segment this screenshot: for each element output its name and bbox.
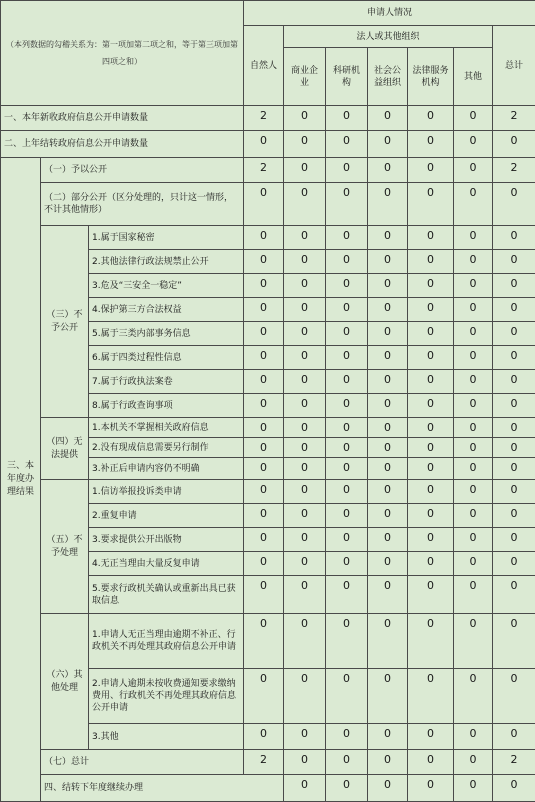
cell-value: 0 <box>408 394 454 418</box>
cell-value: 0 <box>368 724 408 750</box>
cell-value: 0 <box>244 438 284 458</box>
group-label: （四）无法提供 <box>41 418 89 480</box>
cell-value: 0 <box>493 528 535 552</box>
row-label: 1.属于国家秘密 <box>89 226 244 250</box>
cell-value: 0 <box>368 614 408 669</box>
cell-value: 0 <box>408 346 454 370</box>
cell-value: 0 <box>284 669 326 724</box>
cell-value: 0 <box>326 552 368 576</box>
cell-value: 0 <box>326 346 368 370</box>
cell-value: 0 <box>454 346 493 370</box>
cell-value: 0 <box>454 724 493 750</box>
total-header: 总计 <box>493 26 535 106</box>
cell-value: 0 <box>368 669 408 724</box>
cell-value: 2 <box>244 158 284 183</box>
cell-value: 0 <box>326 322 368 346</box>
cell-value: 0 <box>493 775 535 802</box>
row-label: 1.本机关不掌握相关政府信息 <box>89 418 244 438</box>
table-row <box>1 106 535 131</box>
table-note: （本列数据的勾稽关系为：第一项加第二项之和，等于第三项加第四项之和） <box>1 1 244 106</box>
row-label: 6.属于四类过程性信息 <box>89 346 244 370</box>
cell-value: 0 <box>244 226 284 250</box>
cell-value: 0 <box>493 226 535 250</box>
cell-value: 0 <box>454 250 493 274</box>
row-label: 1.申请人无正当理由逾期不补正、行政机关不再处理其政府信息公开申请 <box>89 614 244 669</box>
section-three-label: 三、本年度办理结果 <box>1 158 41 802</box>
cell-value: 0 <box>284 480 326 504</box>
cell-value: 0 <box>284 131 326 158</box>
cell-value: 0 <box>244 614 284 669</box>
cell-value: 0 <box>284 250 326 274</box>
row-label: 8.属于行政查询事项 <box>89 394 244 418</box>
cell-value: 0 <box>244 131 284 158</box>
cell-value: 0 <box>244 298 284 322</box>
cell-value: 0 <box>493 438 535 458</box>
cell-value: 0 <box>284 724 326 750</box>
row-label: 5.要求行政机关确认或重新出具已获取信息 <box>89 576 244 614</box>
cell-value: 0 <box>284 458 326 480</box>
cell-value: 0 <box>368 322 408 346</box>
cell-value: 0 <box>493 724 535 750</box>
cell-value: 0 <box>368 226 408 250</box>
cell-value: 0 <box>493 183 535 226</box>
cell-value: 0 <box>326 106 368 131</box>
cell-value: 0 <box>284 226 326 250</box>
cell-value: 0 <box>368 274 408 298</box>
cell-value: 0 <box>284 346 326 370</box>
row-label: 二、上年结转政府信息公开申请数量 <box>1 131 244 158</box>
cell-value: 0 <box>454 775 493 802</box>
cell-value: 0 <box>244 394 284 418</box>
cell-value: 0 <box>284 775 326 802</box>
cell-value: 0 <box>244 724 284 750</box>
cell-value: 0 <box>454 552 493 576</box>
cell-value: 0 <box>284 183 326 226</box>
cell-value: 0 <box>493 504 535 528</box>
cell-value: 0 <box>454 394 493 418</box>
row-label: 4.保护第三方合法权益 <box>89 298 244 322</box>
cell-value: 0 <box>326 724 368 750</box>
cell-value: 0 <box>493 298 535 322</box>
row-label: 2.重复申请 <box>89 504 244 528</box>
cell-value: 0 <box>284 106 326 131</box>
other-header: 其他 <box>454 48 493 106</box>
cell-value: 2 <box>244 750 284 775</box>
cell-value: 0 <box>454 480 493 504</box>
cell-value: 0 <box>326 158 368 183</box>
cell-value: 0 <box>368 158 408 183</box>
cell-value: 0 <box>493 370 535 394</box>
cell-value: 0 <box>284 322 326 346</box>
cell-value: 0 <box>326 614 368 669</box>
cell-value: 0 <box>368 370 408 394</box>
cell-value: 0 <box>368 438 408 458</box>
cell-value: 0 <box>408 480 454 504</box>
cell-value: 0 <box>493 552 535 576</box>
cell-value: 0 <box>244 504 284 528</box>
cell-value: 0 <box>454 106 493 131</box>
row-label: 3.其他 <box>89 724 244 750</box>
cell-value: 0 <box>326 370 368 394</box>
cell-value: 0 <box>454 298 493 322</box>
cell-value: 0 <box>326 669 368 724</box>
row-label: 3.要求提供公开出版物 <box>89 528 244 552</box>
table-row <box>1 775 535 802</box>
natural-person-header: 自然人 <box>244 26 284 106</box>
cell-value: 0 <box>244 418 284 438</box>
cell-value: 0 <box>493 274 535 298</box>
cell-value: 0 <box>326 458 368 480</box>
cell-value: 0 <box>326 274 368 298</box>
cell-value: 0 <box>408 724 454 750</box>
cell-value: 0 <box>493 322 535 346</box>
cell-value: 0 <box>454 458 493 480</box>
cell-value: 0 <box>368 552 408 576</box>
cell-value: 0 <box>368 775 408 802</box>
cell-value: 0 <box>368 106 408 131</box>
cell-value: 0 <box>244 552 284 576</box>
row-label: 2.申请人逾期未按收费通知要求缴纳费用、行政机关不再处理其政府信息公开申请 <box>89 669 244 724</box>
cell-value: 0 <box>368 346 408 370</box>
row-label: （二）部分公开（区分处理的，只计这一情形，不计其他情形） <box>41 183 244 226</box>
cell-value: 0 <box>408 106 454 131</box>
cell-value: 0 <box>454 274 493 298</box>
cell-value: 0 <box>326 775 368 802</box>
cell-value: 2 <box>493 750 535 775</box>
row-label: 3.补正后申请内容仍不明确 <box>89 458 244 480</box>
cell-value: 0 <box>368 183 408 226</box>
cell-value: 0 <box>326 528 368 552</box>
row-label: 2.其他法律行政法规禁止公开 <box>89 250 244 274</box>
row-label: 3.危及“三安全一稳定” <box>89 274 244 298</box>
cell-value: 0 <box>284 370 326 394</box>
cell-value: 0 <box>408 552 454 576</box>
cell-value: 0 <box>244 576 284 614</box>
cell-value: 0 <box>408 458 454 480</box>
cell-value: 0 <box>368 528 408 552</box>
cell-value: 0 <box>493 614 535 669</box>
cell-value: 0 <box>284 298 326 322</box>
cell-value: 0 <box>408 183 454 226</box>
cell-value: 0 <box>244 346 284 370</box>
cell-value: 0 <box>408 322 454 346</box>
cell-value: 0 <box>284 614 326 669</box>
cell-value: 0 <box>326 438 368 458</box>
cell-value: 0 <box>454 370 493 394</box>
cell-value: 0 <box>326 183 368 226</box>
cell-value: 0 <box>326 394 368 418</box>
cell-value: 0 <box>493 480 535 504</box>
table-row <box>1 614 535 669</box>
table-row <box>1 158 535 183</box>
legal-service-header: 法律服务机构 <box>408 48 454 106</box>
cell-value: 0 <box>244 322 284 346</box>
cell-value: 0 <box>326 418 368 438</box>
cell-value: 0 <box>408 250 454 274</box>
cell-value: 0 <box>454 158 493 183</box>
group-label: （五）不予处理 <box>41 480 89 614</box>
cell-value: 0 <box>493 250 535 274</box>
cell-value: 0 <box>244 480 284 504</box>
cell-value: 0 <box>244 370 284 394</box>
cell-value: 0 <box>493 418 535 438</box>
cell-value: 0 <box>454 438 493 458</box>
cell-value: 0 <box>244 274 284 298</box>
cell-value: 0 <box>284 528 326 552</box>
table-row <box>1 226 535 250</box>
cell-value: 0 <box>368 394 408 418</box>
social-header: 社会公益组织 <box>368 48 408 106</box>
applicant-header: 申请人情况 <box>244 1 535 26</box>
cell-value: 0 <box>408 576 454 614</box>
row-label: 7.属于行政执法案卷 <box>89 370 244 394</box>
group-label: （六）其他处理 <box>41 614 89 750</box>
cell-value: 0 <box>454 183 493 226</box>
cell-value: 0 <box>493 458 535 480</box>
cell-value: 0 <box>244 183 284 226</box>
cell-value: 0 <box>454 131 493 158</box>
row-label: 2.没有现成信息需要另行制作 <box>89 438 244 458</box>
row-label: 5.属于三类内部事务信息 <box>89 322 244 346</box>
cell-value: 0 <box>454 750 493 775</box>
cell-value: 2 <box>493 158 535 183</box>
cell-value: 0 <box>454 418 493 438</box>
cell-value: 0 <box>326 298 368 322</box>
cell-value: 0 <box>368 576 408 614</box>
cell-value: 0 <box>368 418 408 438</box>
research-header: 科研机构 <box>326 48 368 106</box>
cell-value: 0 <box>326 226 368 250</box>
cell-value: 0 <box>408 504 454 528</box>
cell-value: 0 <box>454 528 493 552</box>
cell-value: 0 <box>408 614 454 669</box>
cell-value: 0 <box>408 370 454 394</box>
cell-value: 0 <box>284 504 326 528</box>
cell-value: 0 <box>326 750 368 775</box>
row-label: 4.无正当理由大量反复申请 <box>89 552 244 576</box>
table-row <box>1 183 535 226</box>
row-label: 一、本年新收政府信息公开申请数量 <box>1 106 244 131</box>
cell-value: 0 <box>326 504 368 528</box>
cell-value: 0 <box>454 669 493 724</box>
cell-value: 0 <box>284 438 326 458</box>
cell-value: 0 <box>493 669 535 724</box>
cell-value: 0 <box>408 131 454 158</box>
cell-value: 0 <box>326 480 368 504</box>
cell-value: 0 <box>368 480 408 504</box>
cell-value: 0 <box>368 298 408 322</box>
cell-value: 0 <box>244 458 284 480</box>
cell-value: 0 <box>368 458 408 480</box>
cell-value: 0 <box>368 250 408 274</box>
cell-value: 0 <box>408 158 454 183</box>
row-label: 四、结转下年度继续办理 <box>41 775 284 802</box>
cell-value: 0 <box>408 775 454 802</box>
cell-value: 0 <box>284 750 326 775</box>
cell-value: 0 <box>408 528 454 552</box>
cell-value: 0 <box>454 322 493 346</box>
cell-value: 0 <box>244 528 284 552</box>
cell-value: 0 <box>493 394 535 418</box>
table-row <box>1 418 535 438</box>
cell-value: 0 <box>284 274 326 298</box>
row-label: （七）总计 <box>41 750 244 775</box>
cell-value: 0 <box>454 576 493 614</box>
cell-value: 0 <box>408 438 454 458</box>
cell-value: 0 <box>326 576 368 614</box>
cell-value: 0 <box>408 298 454 322</box>
cell-value: 0 <box>454 226 493 250</box>
cell-value: 0 <box>408 669 454 724</box>
cell-value: 0 <box>454 504 493 528</box>
cell-value: 0 <box>284 552 326 576</box>
table-row <box>1 131 535 158</box>
cell-value: 0 <box>408 226 454 250</box>
cell-value: 0 <box>244 250 284 274</box>
cell-value: 0 <box>408 750 454 775</box>
cell-value: 0 <box>493 576 535 614</box>
cell-value: 2 <box>493 106 535 131</box>
row-label: 1.信访举报投诉类申请 <box>89 480 244 504</box>
cell-value: 0 <box>493 131 535 158</box>
cell-value: 0 <box>368 750 408 775</box>
cell-value: 0 <box>284 576 326 614</box>
group-label: （三）不予公开 <box>41 226 89 418</box>
cell-value: 0 <box>284 158 326 183</box>
legal-group-header: 法人或其他组织 <box>284 26 493 48</box>
cell-value: 0 <box>326 250 368 274</box>
cell-value: 0 <box>493 346 535 370</box>
cell-value: 0 <box>454 614 493 669</box>
cell-value: 0 <box>244 669 284 724</box>
cell-value: 2 <box>244 106 284 131</box>
commercial-header: 商业企业 <box>284 48 326 106</box>
cell-value: 0 <box>326 131 368 158</box>
row-label: （一）予以公开 <box>41 158 244 183</box>
cell-value: 0 <box>284 394 326 418</box>
table-row <box>1 750 535 775</box>
cell-value: 0 <box>408 274 454 298</box>
cell-value: 0 <box>284 418 326 438</box>
cell-value: 0 <box>408 418 454 438</box>
cell-value: 0 <box>368 131 408 158</box>
table-row <box>1 480 535 504</box>
cell-value: 0 <box>368 504 408 528</box>
